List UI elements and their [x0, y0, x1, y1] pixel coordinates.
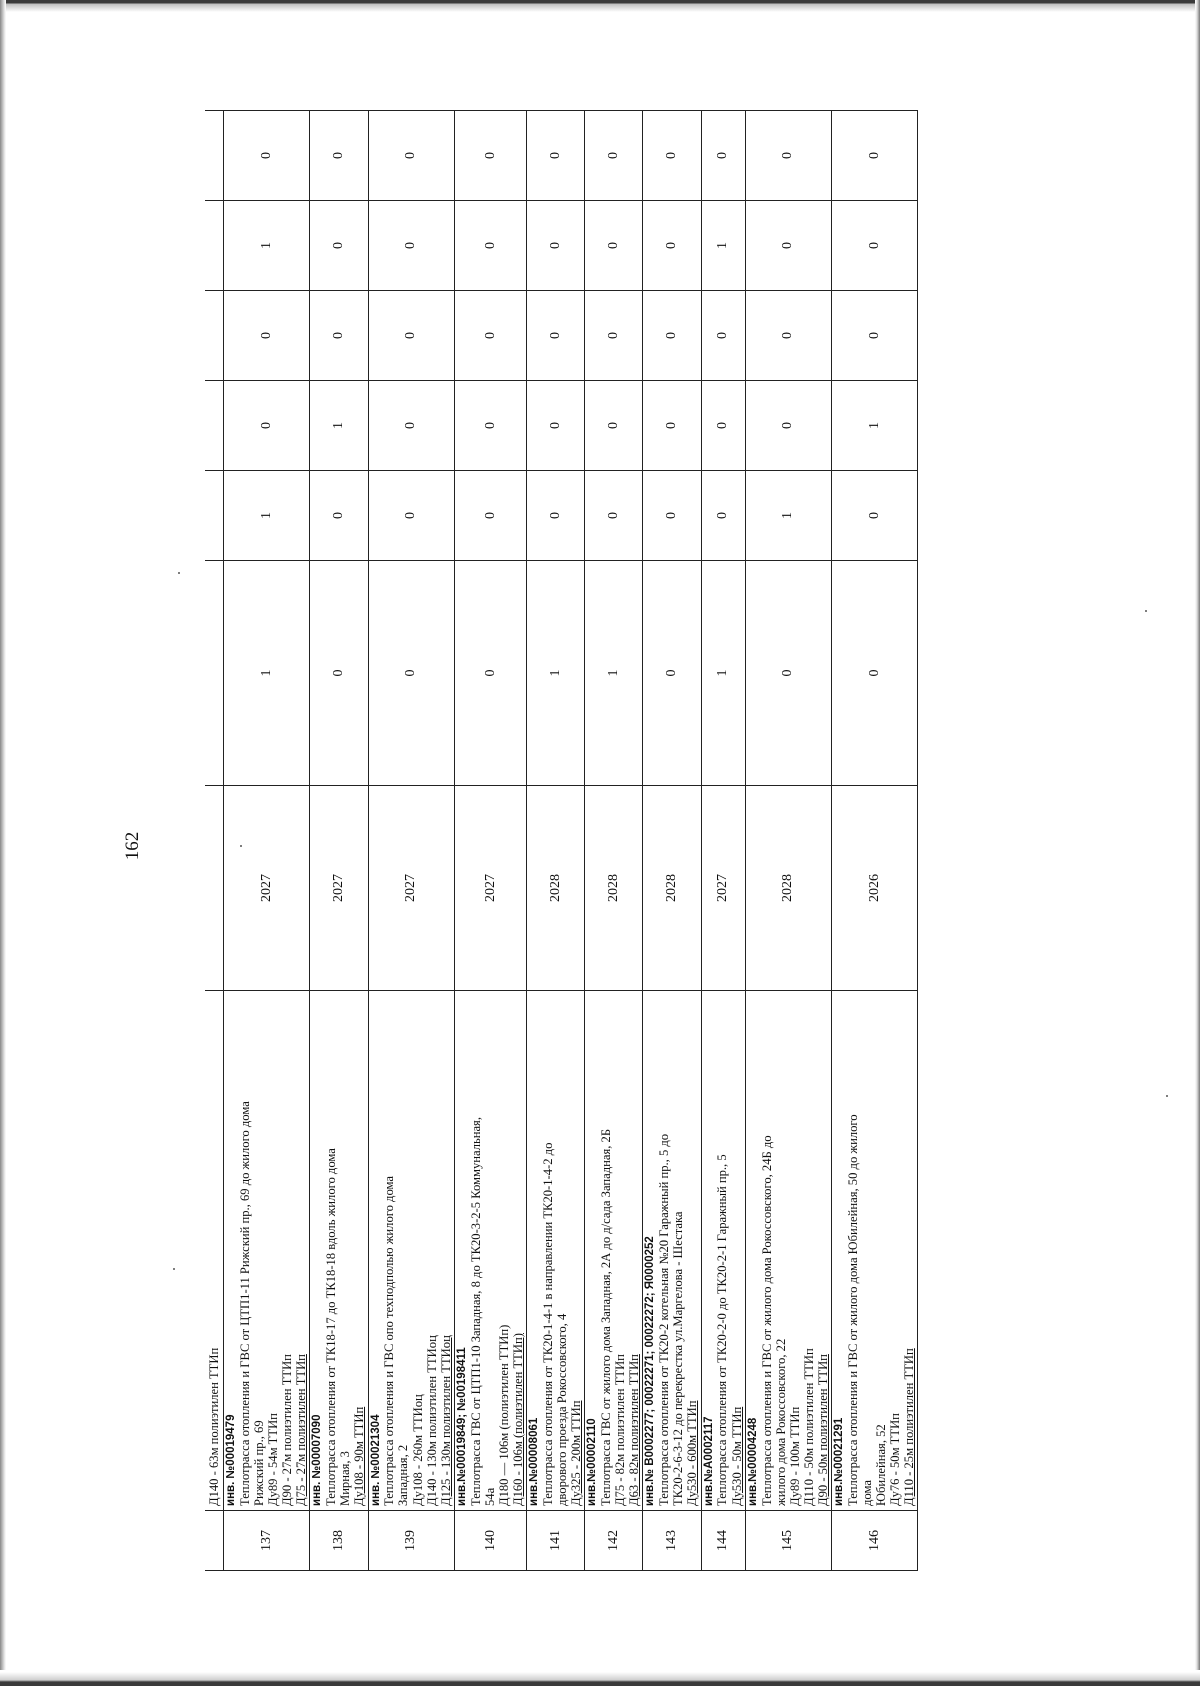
- description-line: дома: [859, 1480, 874, 1506]
- inventory-number: инв.№00021291: [832, 1417, 845, 1506]
- description-line: Ду108 - 90м ТТИп: [352, 1406, 367, 1506]
- description-line: Теплотрасса ГВС от ЦТП1-10 Западная, 8 до ТК20-3-2-5 Коммунальная,: [468, 1117, 483, 1506]
- scan-speck: [173, 1268, 175, 1270]
- row-flag: 0: [745, 561, 831, 786]
- description-line: Д160 - 106м (полиэтилен ТТИп): [511, 1333, 525, 1506]
- row-flag: [205, 291, 224, 381]
- row-flag: 0: [831, 201, 917, 291]
- row-flag: 0: [310, 201, 368, 291]
- row-flag: 0: [224, 111, 310, 201]
- row-flag: 1: [585, 561, 643, 786]
- row-number: 146: [831, 1511, 917, 1571]
- description-line: Д140 - 63м полиэтилен ТТИп: [206, 1347, 221, 1506]
- row-year: 2027: [224, 786, 310, 991]
- row-number: 141: [527, 1511, 585, 1571]
- description-line: Д90 - 50м полиэтилен ТТИп: [815, 1354, 830, 1506]
- inventory-number: инв.№А0002117: [702, 1416, 715, 1506]
- row-flag: 1: [310, 381, 368, 471]
- row-flag: 0: [643, 561, 701, 786]
- row-flag: 0: [368, 111, 454, 201]
- table-row: [368, 111, 454, 1571]
- scan-speck: [240, 845, 242, 847]
- description-line: жилого дома Рокоссовского, 22: [773, 1338, 788, 1506]
- inventory-number: инв.№00002110: [586, 1418, 599, 1506]
- row-flag: [205, 201, 224, 291]
- row-flag: 0: [643, 111, 701, 201]
- row-flag: 0: [368, 291, 454, 381]
- description-line: Ду76 - 50м ТТИп: [888, 1413, 903, 1506]
- inventory-number: инв.№00019849; №00198411: [455, 1347, 468, 1506]
- row-number: 145: [745, 1511, 831, 1571]
- row-flag: 1: [224, 471, 310, 561]
- row-flag: 1: [701, 561, 745, 786]
- page-number: 162: [122, 831, 143, 861]
- row-year: 2026: [831, 786, 917, 991]
- description-line: Д140 - 130м полиэтилен ТТИоц: [424, 1335, 439, 1506]
- row-year: 2028: [643, 786, 701, 991]
- description-line: Ду89 - 54м ТТИп: [266, 1413, 281, 1506]
- row-flag: 0: [745, 201, 831, 291]
- row-flag: 0: [745, 381, 831, 471]
- row-description: [205, 991, 224, 1511]
- row-flag: 0: [224, 381, 310, 471]
- row-flag: 0: [585, 291, 643, 381]
- description-line: Д180 — 106м (полиэтилен ТТИп): [496, 1324, 511, 1506]
- row-number: 142: [585, 1511, 643, 1571]
- row-flag: 0: [224, 291, 310, 381]
- row-flag: 0: [454, 201, 526, 291]
- row-number: [205, 1511, 224, 1571]
- row-flag: 0: [831, 561, 917, 786]
- row-flag: 0: [831, 111, 917, 201]
- table-body: [205, 111, 918, 1571]
- description-line: Теплотрасса отопления и ГВС от жилого дома Юбилейная, 50 до жилого: [845, 1114, 860, 1506]
- description-line: Ду530 - 600м ТТИп: [685, 1400, 700, 1506]
- row-description: [368, 991, 454, 1511]
- row-flag: 0: [368, 561, 454, 786]
- row-number: 144: [701, 1511, 745, 1571]
- row-flag: [205, 561, 224, 786]
- table-row: [643, 111, 701, 1571]
- row-description: [585, 991, 643, 1511]
- row-number: 138: [310, 1511, 368, 1571]
- row-flag: 0: [745, 291, 831, 381]
- description-line: Теплотрасса отопления от ТК20-2 котельная №20 Гаражный пр., 5 до: [657, 1133, 672, 1506]
- row-flag: 0: [585, 471, 643, 561]
- description-line: Ду108 - 260м ТТИоц: [410, 1394, 425, 1506]
- row-flag: 0: [454, 111, 526, 201]
- row-flag: 0: [527, 291, 585, 381]
- description-line: Теплотрасса отопления и ГВС опо техподполью жилого дома: [382, 1176, 397, 1506]
- description-line: Д125 - 130м полиэтилен ТТИоц: [438, 1335, 453, 1506]
- row-flag: 0: [527, 201, 585, 291]
- description-line: Д75 - 27м полиэтилен ТТИп: [294, 1354, 309, 1506]
- row-flag: 0: [527, 111, 585, 201]
- row-year: [205, 786, 224, 991]
- row-year: 2028: [745, 786, 831, 991]
- description-line: Теплотрасса ГВС от жилого дома Западная, 2А до д/сада Западная, 2Б: [599, 1128, 614, 1506]
- row-flag: 0: [831, 471, 917, 561]
- row-flag: 0: [310, 291, 368, 381]
- row-year: 2027: [368, 786, 454, 991]
- row-flag: 0: [527, 471, 585, 561]
- row-year: 2027: [310, 786, 368, 991]
- table-row: [454, 111, 526, 1571]
- table-row: [745, 111, 831, 1571]
- description-line: Теплотрасса отопления от ТК18-17 до ТК18-18 вдоль жилого дома: [324, 1148, 339, 1506]
- inventory-number: инв. №00007090: [311, 1414, 324, 1506]
- row-number: 143: [643, 1511, 701, 1571]
- table-row: [527, 111, 585, 1571]
- row-number: 137: [224, 1511, 310, 1571]
- row-flag: 0: [585, 381, 643, 471]
- row-flag: 0: [454, 291, 526, 381]
- description-line: Д63 - 82м полиэтилен ТТИп: [627, 1354, 642, 1506]
- row-flag: 0: [310, 561, 368, 786]
- row-flag: 0: [310, 471, 368, 561]
- description-line: Рижский пр., 69: [251, 1420, 266, 1506]
- row-flag: [205, 111, 224, 201]
- row-flag: 0: [643, 381, 701, 471]
- description-line: дворового проезда Рокоссовского, 4: [555, 1313, 570, 1506]
- row-flag: 0: [368, 381, 454, 471]
- row-description: [224, 991, 310, 1511]
- table-row: [224, 111, 310, 1571]
- row-year: 2027: [454, 786, 526, 991]
- inventory-number: инв.№ В0002277; 00022271; 00022272; Я0000252: [644, 1236, 657, 1506]
- table-row: [585, 111, 643, 1571]
- inventory-number: инв.№00004248: [746, 1417, 759, 1506]
- row-flag: 0: [643, 291, 701, 381]
- table-row: [701, 111, 745, 1571]
- row-year: 2028: [527, 786, 585, 991]
- row-description: [643, 991, 701, 1511]
- description-line: Западная, 2: [396, 1444, 411, 1506]
- row-flag: 1: [831, 381, 917, 471]
- row-flag: [205, 471, 224, 561]
- row-flag: 1: [224, 201, 310, 291]
- inventory-number: инв. №00019479: [225, 1414, 237, 1506]
- row-description: [831, 991, 917, 1511]
- description-line: Мирная, 3: [338, 1451, 353, 1506]
- row-number: 139: [368, 1511, 454, 1571]
- row-year: 2027: [701, 786, 745, 991]
- description-line: Ду325 - 200м ТТИп: [569, 1400, 584, 1506]
- row-flag: 0: [585, 111, 643, 201]
- description-line: 54а: [482, 1487, 497, 1506]
- row-flag: 1: [745, 471, 831, 561]
- table-row-fragment: [205, 111, 224, 1571]
- row-description: [745, 991, 831, 1511]
- row-flag: 0: [701, 471, 745, 561]
- description-line: Теплотрасса отопления и ГВС от жилого дома Рокоссовского, 24Б до: [759, 1135, 774, 1506]
- row-flag: 0: [831, 291, 917, 381]
- row-description: [454, 991, 526, 1511]
- description-line: Теплотрасса отопления и ГВС от ЦТП1-11 Рижский пр., 69 до жилого дома: [237, 1101, 252, 1506]
- description-line: Ду89 - 100м ТТИп: [787, 1406, 802, 1506]
- description-line: Ду530 - 50м ТТИп: [729, 1406, 744, 1506]
- description-line: Юбилейная, 52: [874, 1424, 889, 1506]
- scan-speck: [1145, 610, 1147, 612]
- scan-speck: [178, 572, 180, 574]
- inventory-number: инв. №00021304: [369, 1414, 382, 1506]
- row-flag: 0: [701, 291, 745, 381]
- row-flag: 0: [701, 111, 745, 201]
- heating-network-table: [205, 110, 918, 1571]
- row-description: [310, 991, 368, 1511]
- row-flag: 0: [310, 111, 368, 201]
- row-flag: 0: [701, 381, 745, 471]
- row-flag: 0: [454, 471, 526, 561]
- row-flag: 0: [745, 111, 831, 201]
- row-flag: 1: [527, 561, 585, 786]
- description-line: Д90 - 27м полиэтилен ТТИп: [280, 1354, 295, 1506]
- description-line: Д75 - 82м полиэтилен ТТИп: [613, 1354, 628, 1506]
- row-flag: 0: [527, 381, 585, 471]
- row-flag: [205, 381, 224, 471]
- row-flag: 0: [643, 471, 701, 561]
- row-number: 140: [454, 1511, 526, 1571]
- row-year: 2028: [585, 786, 643, 991]
- scan-speck: [1166, 1095, 1168, 1097]
- description-line: Д110 - 50м полиэтилен ТТИп: [801, 1348, 816, 1506]
- row-flag: 0: [368, 471, 454, 561]
- description-line: Теплотрасса отопления от ТК20-1-4-1 в направлении ТК20-1-4-2 до: [540, 1142, 555, 1506]
- description-line: Теплотрасса отопления от ТК20-2-0 до ТК20-2-1 Гаражный пр., 5: [715, 1154, 730, 1506]
- description-line: Д110 - 25м полиэтилен ТТИп: [902, 1348, 917, 1506]
- row-flag: 0: [585, 201, 643, 291]
- row-flag: 0: [454, 561, 526, 786]
- row-description: [701, 991, 745, 1511]
- table-row: [831, 111, 917, 1571]
- row-flag: 0: [454, 381, 526, 471]
- row-description: [527, 991, 585, 1511]
- row-flag: 0: [643, 201, 701, 291]
- description-line: ТК20-2-6-3-12 до перекрестка ул.Маргелова - Шестака: [671, 1211, 686, 1506]
- row-flag: 1: [224, 561, 310, 786]
- inventory-number: инв.№00008061: [528, 1417, 541, 1506]
- row-flag: 1: [701, 201, 745, 291]
- row-flag: 0: [368, 201, 454, 291]
- table-row: [310, 111, 368, 1571]
